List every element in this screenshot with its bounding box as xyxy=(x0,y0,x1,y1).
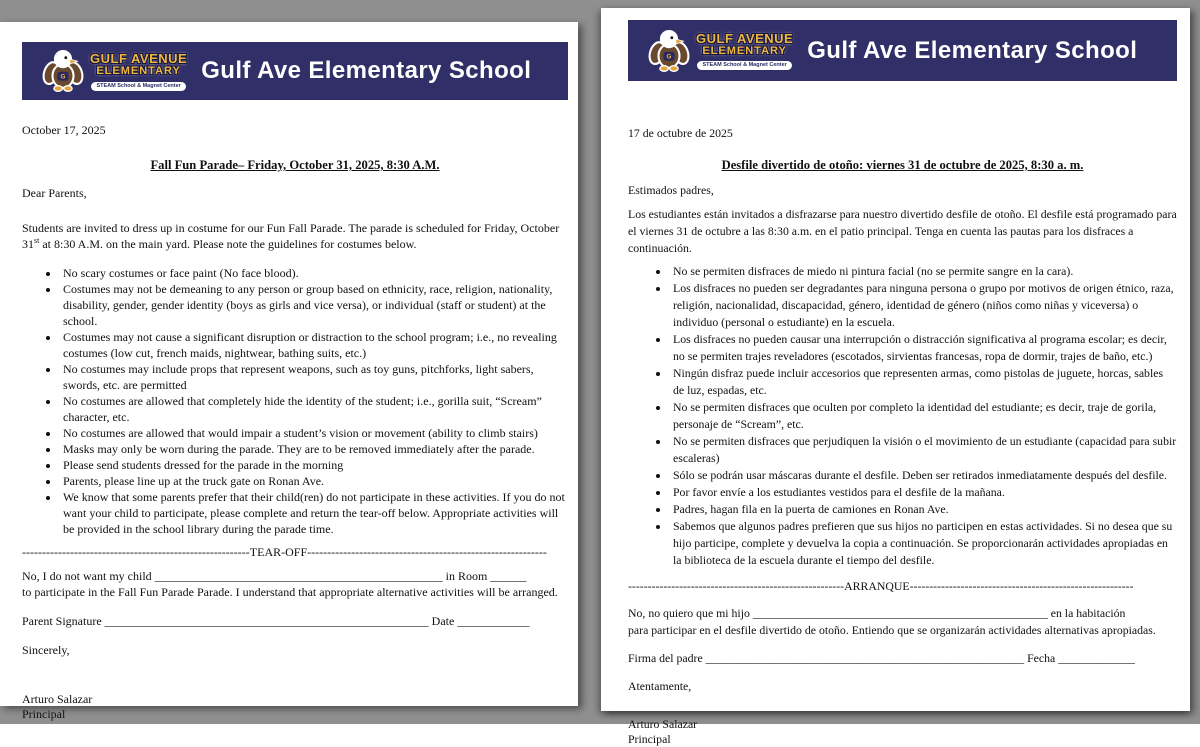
logo-badge-subtitle: STEAM School & Magnet Center xyxy=(697,61,791,70)
guideline-bullet: • Please send students dressed for the parade in the morning xyxy=(60,457,568,473)
guideline-bullet: • We know that some parents prefer that their child(ren) do not participate in these activities. If you do not want your child to participate, please complete and return the tear-off below. Appropriate activities will be provided in the school library during the parade time. xyxy=(60,489,568,537)
intro-text-continued: at 8:30 A.M. on the main yard. Please note the guidelines for costumes below. xyxy=(39,237,417,251)
costume-guidelines-list xyxy=(628,263,1177,569)
signer-name: Arturo Salazar xyxy=(628,717,698,731)
room-blank: ______ xyxy=(490,569,527,583)
signature-blank: ______________________________________________________ xyxy=(104,614,429,628)
school-name: Gulf Ave Elementary School xyxy=(201,57,532,84)
closing: Sincerely, xyxy=(22,643,70,657)
optout-line-continued: to participate in the Fall Fun Parade Parade. I understand that appropriate alternative activities will be arranged. xyxy=(22,585,558,599)
school-banner xyxy=(628,20,1177,81)
date-label: Fecha xyxy=(1027,651,1056,665)
school-logo xyxy=(648,27,793,75)
guideline-bullet: • Costumes may not be demeaning to any person or group based on ethnicity, race, religion, nationality, disability, gender, gender identity (boys as girls and vice versa), or individual (staff or student) at the school. xyxy=(60,281,568,329)
guideline-bullet: • No costumes may include props that represent weapons, such as toy guns, pitchforks, light sabers, swords, etc. are permitted xyxy=(60,361,568,393)
guideline-bullet: • Masks may only be worn during the parade. They are to be removed immediately after the parade. xyxy=(60,441,568,457)
letter-title: Fall Fun Parade– Friday, October 31, 2025, 8:30 A.M. xyxy=(150,158,440,172)
guideline-bullet: • Por favor envíe a los estudiantes vestidos para el desfile de la mañana. xyxy=(670,484,1177,501)
room-label: in Room xyxy=(445,569,488,583)
guideline-bullet: • Los disfraces no pueden ser degradantes para ninguna persona o grupo por motivos de origen étnico, raza, religión, nacionalidad, discapacidad, género, identidad de género (niños como niñas y viceversa) o individuo (personal o estudiante) en la escuela. xyxy=(670,280,1177,331)
guideline-bullet: • Sólo se podrán usar máscaras durante el desfile. Deben ser retirados inmediatamente después del desfile. xyxy=(670,467,1177,484)
signer-title: Principal xyxy=(628,732,671,746)
tear-off-divider: -------------------------------------------------------ARRANQUE--------------------------------------------------------- xyxy=(628,579,1134,593)
signature-label: Parent Signature xyxy=(22,614,102,628)
optout-label: No, I do not want my child xyxy=(22,569,152,583)
signer-block xyxy=(22,692,568,722)
logo-badge xyxy=(696,32,793,70)
school-logo xyxy=(42,47,187,95)
logo-badge-line1: GULF AVENUE xyxy=(696,30,794,46)
optout-line-continued: para participar en el desfile divertido de otoño. Entiendo que se organizarán actividades alternativas apropiadas. xyxy=(628,623,1156,637)
guideline-bullet: • No costumes are allowed that completely hide the identity of the student; i.e., gorilla suit, “Scream” character, etc. xyxy=(60,393,568,425)
room-label: en la habitación xyxy=(1050,606,1126,620)
optout-line xyxy=(22,568,568,584)
guideline-bullet: • Costumes may not cause a significant disruption or distraction to the school program; i.e., no revealing costumes (low cut, french maids, nightwear, bathing suits, etc.) xyxy=(60,329,568,361)
svg-text:G: G xyxy=(60,73,66,81)
guideline-bullet: • Los disfraces no pueden causar una interrupción o distracción significativa al programa escolar; es decir, no se permiten trajes reveladores (escotados, sirvientas francesas, ropa de dormir, trajes de baño, etc.) xyxy=(670,331,1177,365)
child-name-blank: __________________________________________________ xyxy=(752,606,1048,620)
page-english-letter xyxy=(0,22,578,721)
page-spanish-letter xyxy=(601,8,1190,746)
eagle-mascot-icon xyxy=(42,47,84,95)
signature-label: Firma del padre xyxy=(628,651,703,665)
salutation: Estimados padres, xyxy=(628,183,714,197)
intro-paragraph: Los estudiantes están invitados a disfrazarse para nuestro divertido desfile de otoño. El desfile está programado para el viernes 31 de octubre a las 8:30 a.m. en el patio principal. Tenga en cuenta las pautas para los disfraces a continuación. xyxy=(628,207,1177,255)
guideline-bullet: • Ningún disfraz puede incluir accesorios que representen armas, como pistolas de juguete, horcas, sables de luz, espadas, etc. xyxy=(670,365,1177,399)
letter-date: 17 de octubre de 2025 xyxy=(628,126,733,140)
costume-guidelines-list xyxy=(22,265,568,537)
logo-badge-line2: ELEMENTARY xyxy=(702,44,787,57)
logo-badge-subtitle: STEAM School & Magnet Center xyxy=(91,82,185,91)
guideline-bullet: • No se permiten disfraces que perjudiquen la visión o el movimiento de un estudiante (capacidad para subir escaleras) xyxy=(670,433,1177,467)
ordinal-superscript: st xyxy=(34,236,40,245)
logo-badge xyxy=(90,52,187,91)
school-banner xyxy=(22,42,568,100)
closing: Atentamente, xyxy=(628,679,692,693)
guideline-bullet: • Sabemos que algunos padres prefieren que sus hijos no participen en estas actividades. Si no desea que su hijo participe, complete y devuelva la copia a continuación. Se proporcionarán actividades apropiadas en la biblioteca de la escuela durante el tiempo del desfile. xyxy=(670,518,1177,569)
salutation: Dear Parents, xyxy=(22,186,87,200)
eagle-mascot-icon xyxy=(648,27,690,75)
tear-off-divider: ---------------------------------------------------------TEAR-OFF------------------------------------------------------------ xyxy=(22,545,547,559)
intro-text: Students are invited to dress up in costume for our Fun Fall Parade. The parade is scheduled for Friday, October 31 xyxy=(22,221,560,251)
svg-text:G: G xyxy=(666,53,672,61)
logo-badge-line2: ELEMENTARY xyxy=(96,64,181,77)
signature-line xyxy=(22,613,568,629)
signer-block xyxy=(628,717,1177,747)
letter-title: Desfile divertido de otoño: viernes 31 de octubre de 2025, 8:30 a. m. xyxy=(721,158,1084,172)
letter-date: October 17, 2025 xyxy=(22,123,106,137)
signature-line xyxy=(628,650,1177,667)
guideline-bullet: • No scary costumes or face paint (No face blood). xyxy=(60,265,568,281)
date-blank: _____________ xyxy=(1058,651,1135,665)
guideline-bullet: • Parents, please line up at the truck gate on Ronan Ave. xyxy=(60,473,568,489)
optout-line xyxy=(628,605,1177,622)
guideline-bullet: • No se permiten disfraces de miedo ni pintura facial (no se permite sangre en la cara). xyxy=(670,263,1177,280)
optout-label: No, no quiero que mi hijo xyxy=(628,606,750,620)
date-label: Date xyxy=(431,614,455,628)
guideline-bullet: • No se permiten disfraces que oculten por completo la identidad del estudiante; es decir, traje de gorila, personaje de “Scream”, etc. xyxy=(670,399,1177,433)
logo-badge-line1: GULF AVENUE xyxy=(90,50,188,66)
guideline-bullet: • Padres, hagan fila en la puerta de camiones en Ronan Ave. xyxy=(670,501,1177,518)
guideline-bullet: • No costumes are allowed that would impair a student’s vision or movement (ability to climb stairs) xyxy=(60,425,568,441)
date-blank: ____________ xyxy=(457,614,530,628)
signer-name: Arturo Salazar xyxy=(22,692,93,706)
signer-title: Principal xyxy=(22,707,66,721)
school-name: Gulf Ave Elementary School xyxy=(807,37,1138,64)
intro-paragraph xyxy=(22,220,568,252)
child-name-blank: ________________________________________________ xyxy=(154,569,443,583)
signature-blank: ______________________________________________________ xyxy=(705,651,1025,665)
